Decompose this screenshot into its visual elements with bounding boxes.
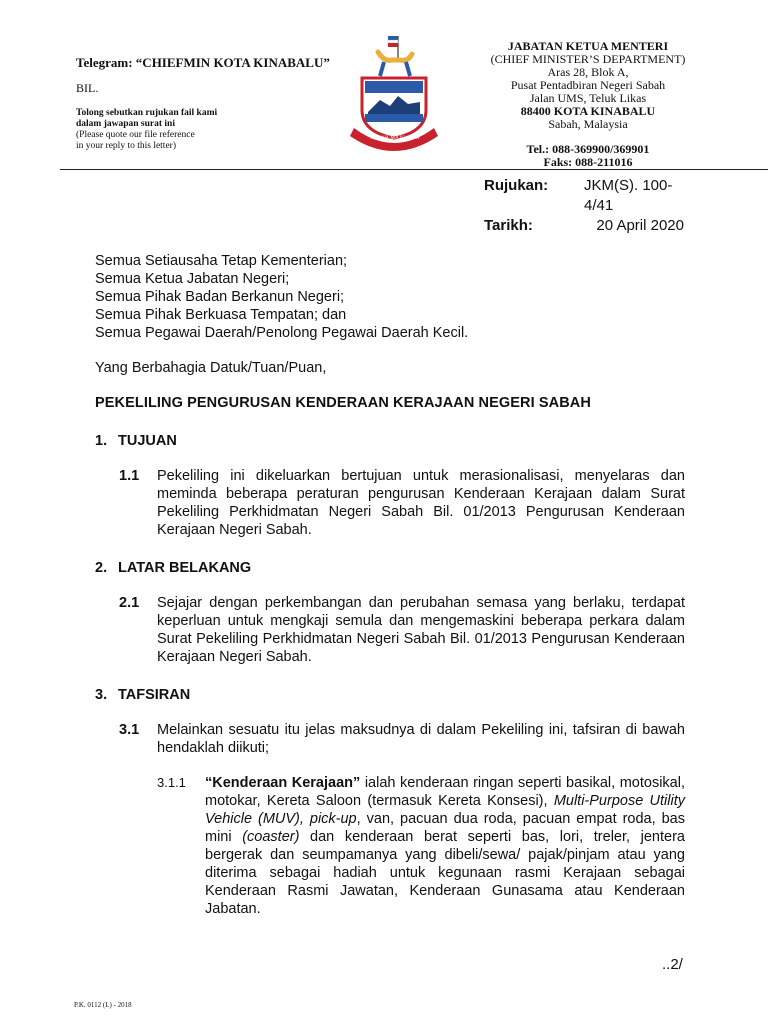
- form-code: P.K. 0112 (L) - 2018: [74, 1001, 132, 1009]
- address-line-3: Jalan UMS, Teluk Likas: [529, 91, 647, 105]
- section-heading: [95, 432, 685, 450]
- address-line-2: Pusat Pentadbiran Negeri Sabah: [510, 78, 666, 92]
- paragraph-text: Pekeliling ini dikeluarkan bertujuan untuk merasionalisasi, menyelaras dan meminda beberapa peraturan pengurusan Kenderaan Kerajaan dalam Surat Pekeliling Perkhidmatan Negeri Sabah Bil. 01/2013 Pengurusan Kenderaan Kerajaan Negeri Sabah.: [157, 468, 685, 538]
- header-divider: [60, 169, 768, 170]
- definition-text-1: ialah kenderaan ringan seperti basikal, motosikal, motokar, Kereta Saloon (termasuk Kereta Konsesi),: [205, 775, 685, 809]
- letter-body: [95, 252, 685, 918]
- sub-paragraph-number: 3.1.1: [157, 775, 186, 790]
- fax: Faks: 088-211016: [543, 155, 633, 169]
- telegram-line: Telegram: “CHIEFMIN KOTA KINABALU”: [76, 55, 330, 70]
- recipient-line: Semua Pihak Berkuasa Tempatan; dan: [95, 307, 347, 323]
- paragraph: [95, 467, 685, 539]
- address-line-4: 88400 KOTA KINABALU: [520, 104, 656, 118]
- paragraph: [95, 721, 685, 757]
- letterhead-left: [76, 56, 336, 152]
- quote-en-line-1: (Please quote our file reference: [76, 130, 195, 140]
- reference-block: [484, 176, 684, 236]
- letterhead-right: [470, 40, 706, 169]
- address-line-1: Aras 28, Blok A,: [547, 65, 629, 79]
- recipient-list: [95, 252, 685, 342]
- rujukan-value: JKM(S). 100-4/41: [584, 177, 673, 214]
- section-title: LATAR BELAKANG: [118, 560, 252, 576]
- section-number: 1.: [95, 433, 108, 449]
- paragraph-number: 3.1: [119, 722, 140, 738]
- file-reference-note: [76, 108, 336, 152]
- recipient-line: Semua Setiausaha Tetap Kementerian;: [95, 253, 348, 269]
- crest-motto: SABAH MAJU JAYA: [370, 136, 420, 141]
- section-number: 2.: [95, 560, 108, 576]
- department-name-ms: JABATAN KETUA MENTERI: [507, 39, 669, 53]
- section-heading: [95, 559, 685, 577]
- quote-en-line-2: in your reply to this letter): [76, 141, 176, 151]
- paragraph: [95, 594, 685, 666]
- definition-italic-1: Multi-Purpose Utility Vehicle (MUV), pick-up: [205, 793, 685, 827]
- section-title: TUJUAN: [118, 433, 177, 449]
- quote-ms-line-1: Tolong sebutkan rujukan fail kami: [76, 108, 218, 118]
- definition-text-3: dan kenderaan berat seperti bas, lori, treler, jentera bergerak dan seumpamanya yang dibeli/sewa/ pajak/pinjam atau yang diterima sebagai hadiah untuk kegunaan rasmi Kerajaan sebagai Kenderaan Rasmi Jawatan, Kenderaan Gunasama atau Kenderaan Jabatan.: [205, 829, 685, 917]
- crest-emblem-icon: [340, 32, 448, 152]
- bil-label: BIL.: [76, 81, 99, 95]
- rujukan-label: Rujukan:: [484, 177, 549, 194]
- tarikh-label: Tarikh:: [484, 217, 533, 234]
- paragraph-text: Sejajar dengan perkembangan dan perubahan semasa yang berlaku, terdapat keperluan untuk mengkaji semula dan mengemaskini beberapa perkara dalam Surat Pekeliling Perkhidmatan Negeri Sabah Bil. 01/2013 Pengurusan Kenderaan Kerajaan Negeri Sabah.: [157, 595, 685, 665]
- paragraph-number: 2.1: [119, 595, 140, 611]
- section-number: 3.: [95, 687, 108, 703]
- quote-ms-line-2: dalam jawapan surat ini: [76, 119, 175, 129]
- recipient-line: Semua Ketua Jabatan Negeri;: [95, 271, 290, 287]
- section-heading: [95, 686, 685, 704]
- department-name-en: (CHIEF MINISTER’S DEPARTMENT): [490, 52, 686, 66]
- telephone: Tel.: 088-369900/369901: [526, 142, 650, 156]
- tarikh-value: 20 April 2020: [596, 217, 684, 234]
- paragraph-text: Melainkan sesuatu itu jelas maksudnya di dalam Pekeliling ini, tafsiran di bawah hendaklah diikuti;: [157, 722, 685, 756]
- circular-title: PEKELILING PENGURUSAN KENDERAAN KERAJAAN NEGERI SABAH: [95, 395, 591, 411]
- sabah-crest-logo: [340, 32, 448, 152]
- recipient-line: Semua Pihak Badan Berkanun Negeri;: [95, 289, 345, 305]
- address-line-5: Sabah, Malaysia: [548, 117, 628, 131]
- recipient-line: Semua Pegawai Daerah/Penolong Pegawai Daerah Kecil.: [95, 325, 469, 341]
- section-title: TAFSIRAN: [118, 687, 191, 703]
- definition-italic-2: (coaster): [242, 829, 300, 845]
- paragraph-number: 1.1: [119, 468, 140, 484]
- salutation: Yang Berbahagia Datuk/Tuan/Puan,: [95, 360, 327, 376]
- sub-paragraph-text: [205, 774, 685, 918]
- sub-paragraph: [157, 774, 685, 918]
- page-continuation: ..2/: [662, 956, 683, 973]
- definition-text-2: , van, pacuan dua roda, pacuan empat roda, bas mini: [205, 811, 685, 845]
- defined-term: “Kenderaan Kerajaan”: [205, 775, 361, 791]
